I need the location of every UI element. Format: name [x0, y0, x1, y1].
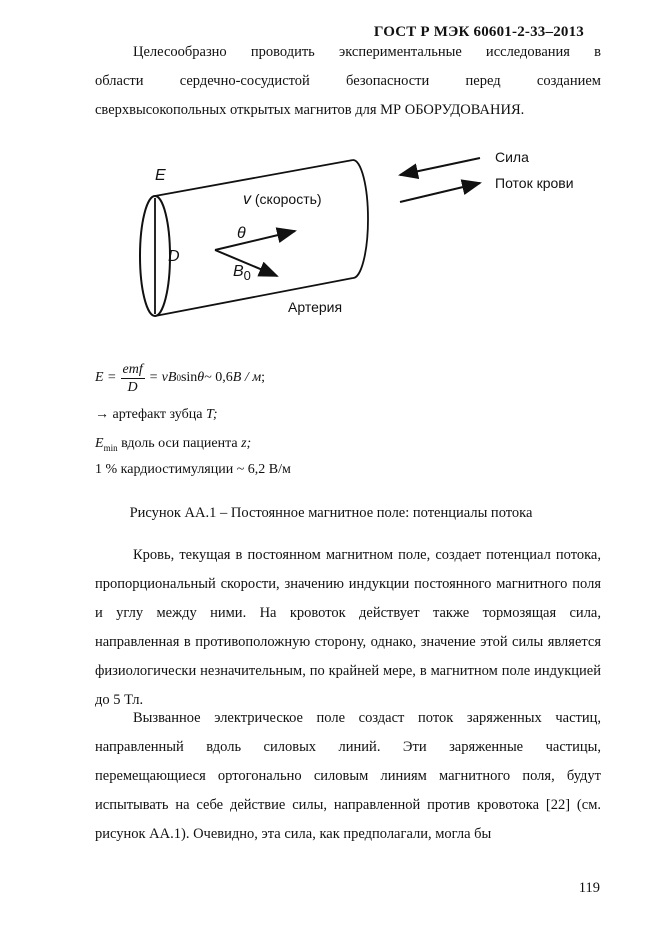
intro-line-3: сверхвысокопольных открытых магнитов для МР ОБОРУДОВАНИЯ. — [95, 102, 525, 118]
formula-theta: θ — [197, 370, 205, 385]
formula-fraction — [121, 361, 145, 396]
formula-unit: В / м — [232, 370, 262, 385]
intro-line-2: области сердечно-сосудистой безопасности перед созданием — [95, 73, 601, 89]
label-b0: $B_0$ — [233, 263, 251, 283]
blood-flow-arrow — [400, 183, 480, 202]
flow-potential-figure — [95, 138, 595, 323]
document-header: ГОСТ Р МЭК 60601-2-33–2013 — [373, 24, 584, 40]
artery-cylinder — [140, 160, 368, 316]
note-t-wave: → артефакт зубца T; — [95, 407, 218, 422]
formula-lhs: E = — [95, 370, 117, 385]
cylinder-far-end — [353, 160, 368, 278]
paragraph-2: Вызванное электрическое поле создаст поток заряженных частиц, направленный вдоль силовых линий. Эти заряженные частицы, перемещающиеся ортогонально силовым линиям магнитного поля, будут испытывать на себе действие силы, направленной против кровотока [22] (см. рисунок АА.1). Очевидно, эта сила, как предполагали, могла бы — [95, 710, 601, 842]
label-velocity: v (скорость) — [243, 191, 322, 208]
intro-line-1: Целесообразно проводить экспериментальные исследования в — [133, 44, 601, 60]
flow-potential-formula — [95, 356, 265, 400]
note-emin: $E_{min}$ вдоль оси пациента z; — [95, 436, 252, 453]
formula-rhs-v: = v — [148, 370, 168, 385]
formula-numerator: emf — [122, 361, 143, 377]
legend-force: Сила — [495, 149, 529, 165]
velocity-vector — [215, 231, 295, 250]
formula-sin: sin — [180, 370, 198, 385]
formula-rhs-b: B — [167, 370, 177, 385]
page-number: 119 — [578, 880, 600, 896]
formula-end: ; — [261, 370, 266, 385]
paragraph-1: Кровь, текущая в постоянном магнитном поле, создает потенциал потока, пропорциональный скорости, значению индукции постоянного магнитного поля и углу между ними. На кровоток действует также тормозящая сила, направленная в противоположную сторону, однако, значение этой силы является физиологически незначительным, по крайней мере, в магнитном поле индукцией до 5 Тл. — [95, 547, 601, 708]
label-d: D — [168, 248, 180, 265]
formula-approx: ~ 0,6 — [204, 370, 233, 385]
label-theta: θ — [237, 225, 246, 242]
label-artery: Артерия — [288, 299, 343, 315]
legend-blood-flow: Поток крови — [495, 175, 574, 191]
formula-rhs-b-sub: 0 — [176, 373, 181, 383]
note-pacing: 1 % кардиостимуляции ~ 6,2 В/м — [95, 462, 291, 477]
force-arrow — [400, 158, 480, 175]
label-e: E — [155, 167, 166, 184]
formula-denominator: D — [127, 379, 138, 395]
figure-caption: Рисунок АА.1 – Постоянное магнитное поле: потенциалы потока — [129, 505, 533, 521]
